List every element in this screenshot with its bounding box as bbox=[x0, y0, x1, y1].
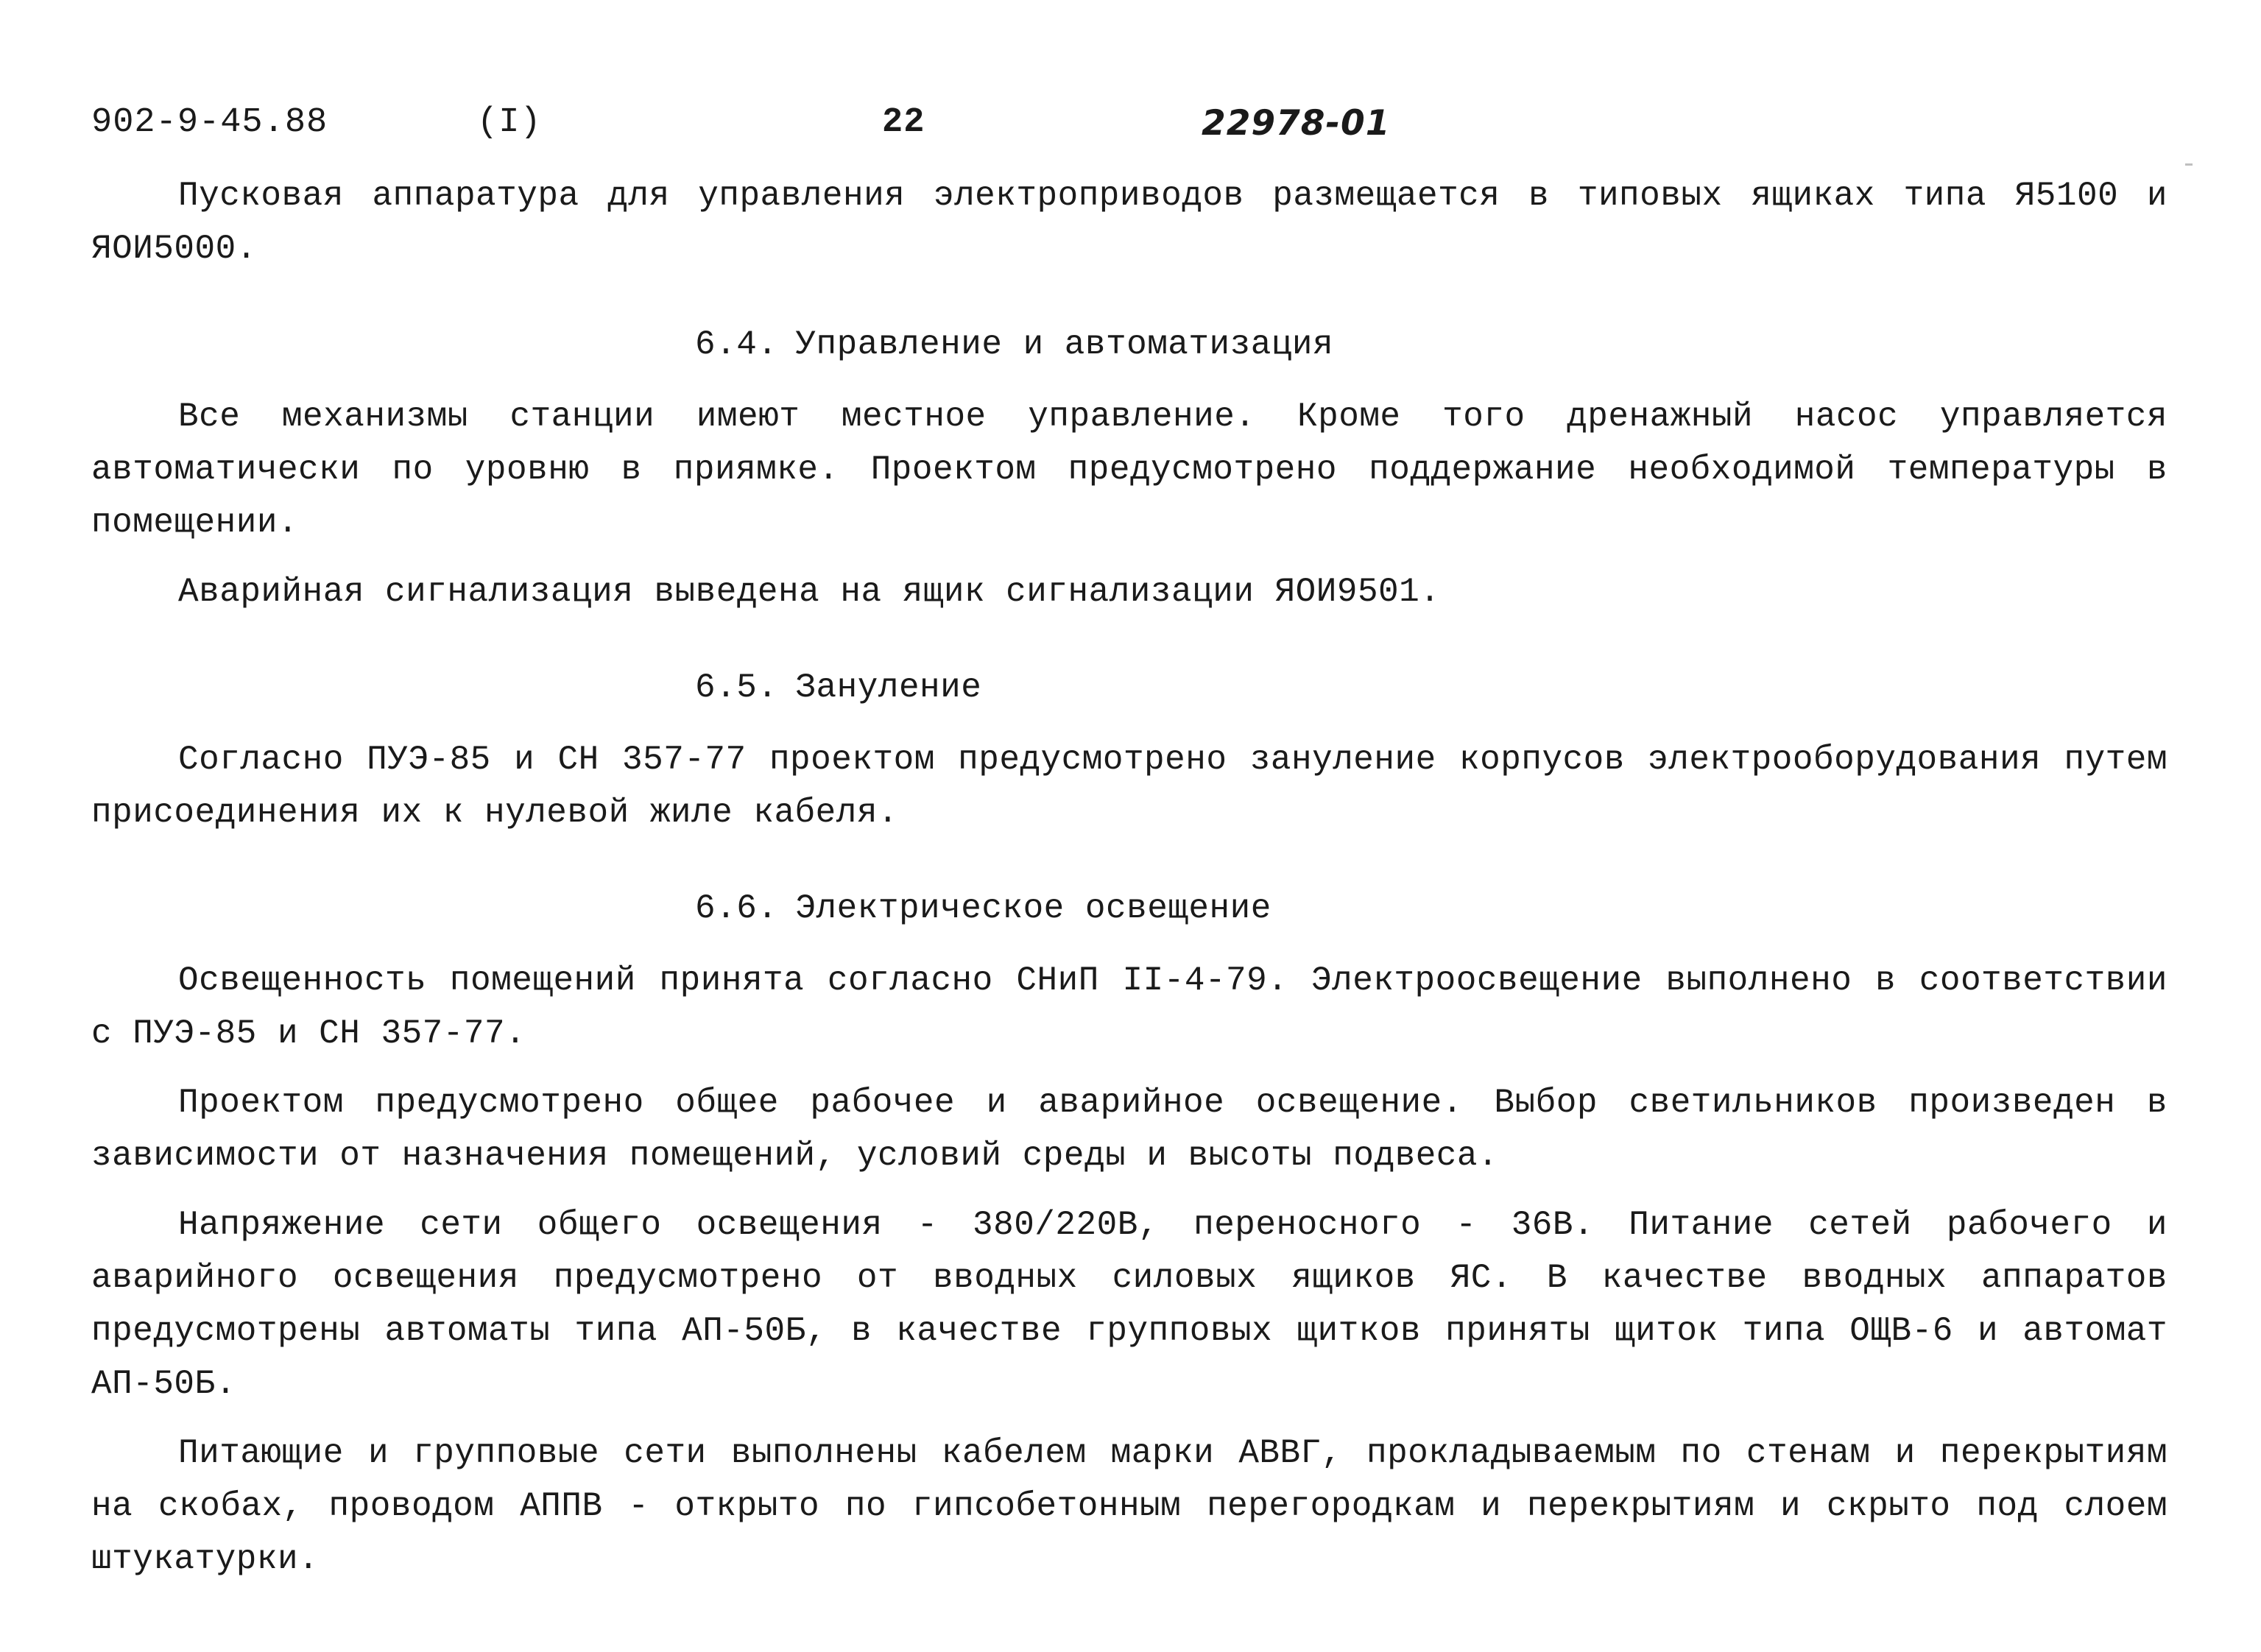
section-title: Зануление bbox=[795, 668, 982, 707]
section-title: Управление и автоматизация bbox=[795, 325, 1334, 364]
scan-mark bbox=[2185, 163, 2193, 166]
paragraph: Все механизмы станции имеют местное управление. Кроме того дренажный насос управляется автоматически по уровню в приямке. Проектом предусмотрено поддержание необходимой температуры в помещении. bbox=[91, 398, 2167, 542]
paragraph: Освещенность помещений принята согласно СНиП II-4-79. Электроосвещение выполнено в соответствии с ПУЭ-85 и СН 357-77. bbox=[91, 961, 2167, 1053]
paragraph: Питающие и групповые сети выполнены кабелем марки АВВГ, прокладываемым по стенам и перекрытиям на скобах, проводом АППВ - открыто по гипсобетонным перегородкам и перекрытиям и скрыто под слоем штукатурки. bbox=[91, 1434, 2167, 1578]
paragraph: Напряжение сети общего освещения - 380/220В, переносного - 36В. Питание сетей рабочего и аварийного освещения предусмотрено от вводных силовых ящиков ЯС. В качестве вводных аппаратов предусмотрены автоматы типа АП-50Б, в качестве групповых щитков приняты щиток типа ОЩВ-6 и автомат АП-50Б. bbox=[91, 1206, 2167, 1403]
document-code: 902-9-45.88 bbox=[91, 103, 328, 142]
paragraph: Согласно ПУЭ-85 и СН 357-77 проектом предусмотрено зануление корпусов электрооборудования путем присоединения их к нулевой жиле кабеля. bbox=[91, 741, 2167, 832]
inventory-number: 22978-01 bbox=[1202, 103, 1391, 144]
section-heading-6-6 bbox=[91, 882, 2167, 935]
document-body bbox=[91, 169, 2167, 1602]
section-heading-6-4 bbox=[91, 318, 2167, 371]
part-number: (I) bbox=[477, 103, 542, 142]
section-number: 6.4. bbox=[695, 325, 778, 364]
section-heading-6-5 bbox=[91, 661, 2167, 714]
page-number: 22 bbox=[882, 103, 925, 142]
paragraph: Аварийная сигнализация выведена на ящик сигнализации ЯОИ9501. bbox=[178, 573, 1441, 611]
section-title: Электрическое освещение bbox=[795, 889, 1271, 928]
section-number: 6.6. bbox=[695, 889, 778, 928]
page-header bbox=[0, 103, 2261, 155]
paragraph: Проектом предусмотрено общее рабочее и аварийное освещение. Выбор светильников произведен в зависимости от назначения помещений, условий среды и высоты подвеса. bbox=[91, 1084, 2167, 1175]
section-number: 6.5. bbox=[695, 668, 778, 707]
intro-paragraph: Пусковая аппаратура для управления электроприводов размещается в типовых ящиках типа Я5100 и ЯОИ5000. bbox=[91, 177, 2167, 268]
